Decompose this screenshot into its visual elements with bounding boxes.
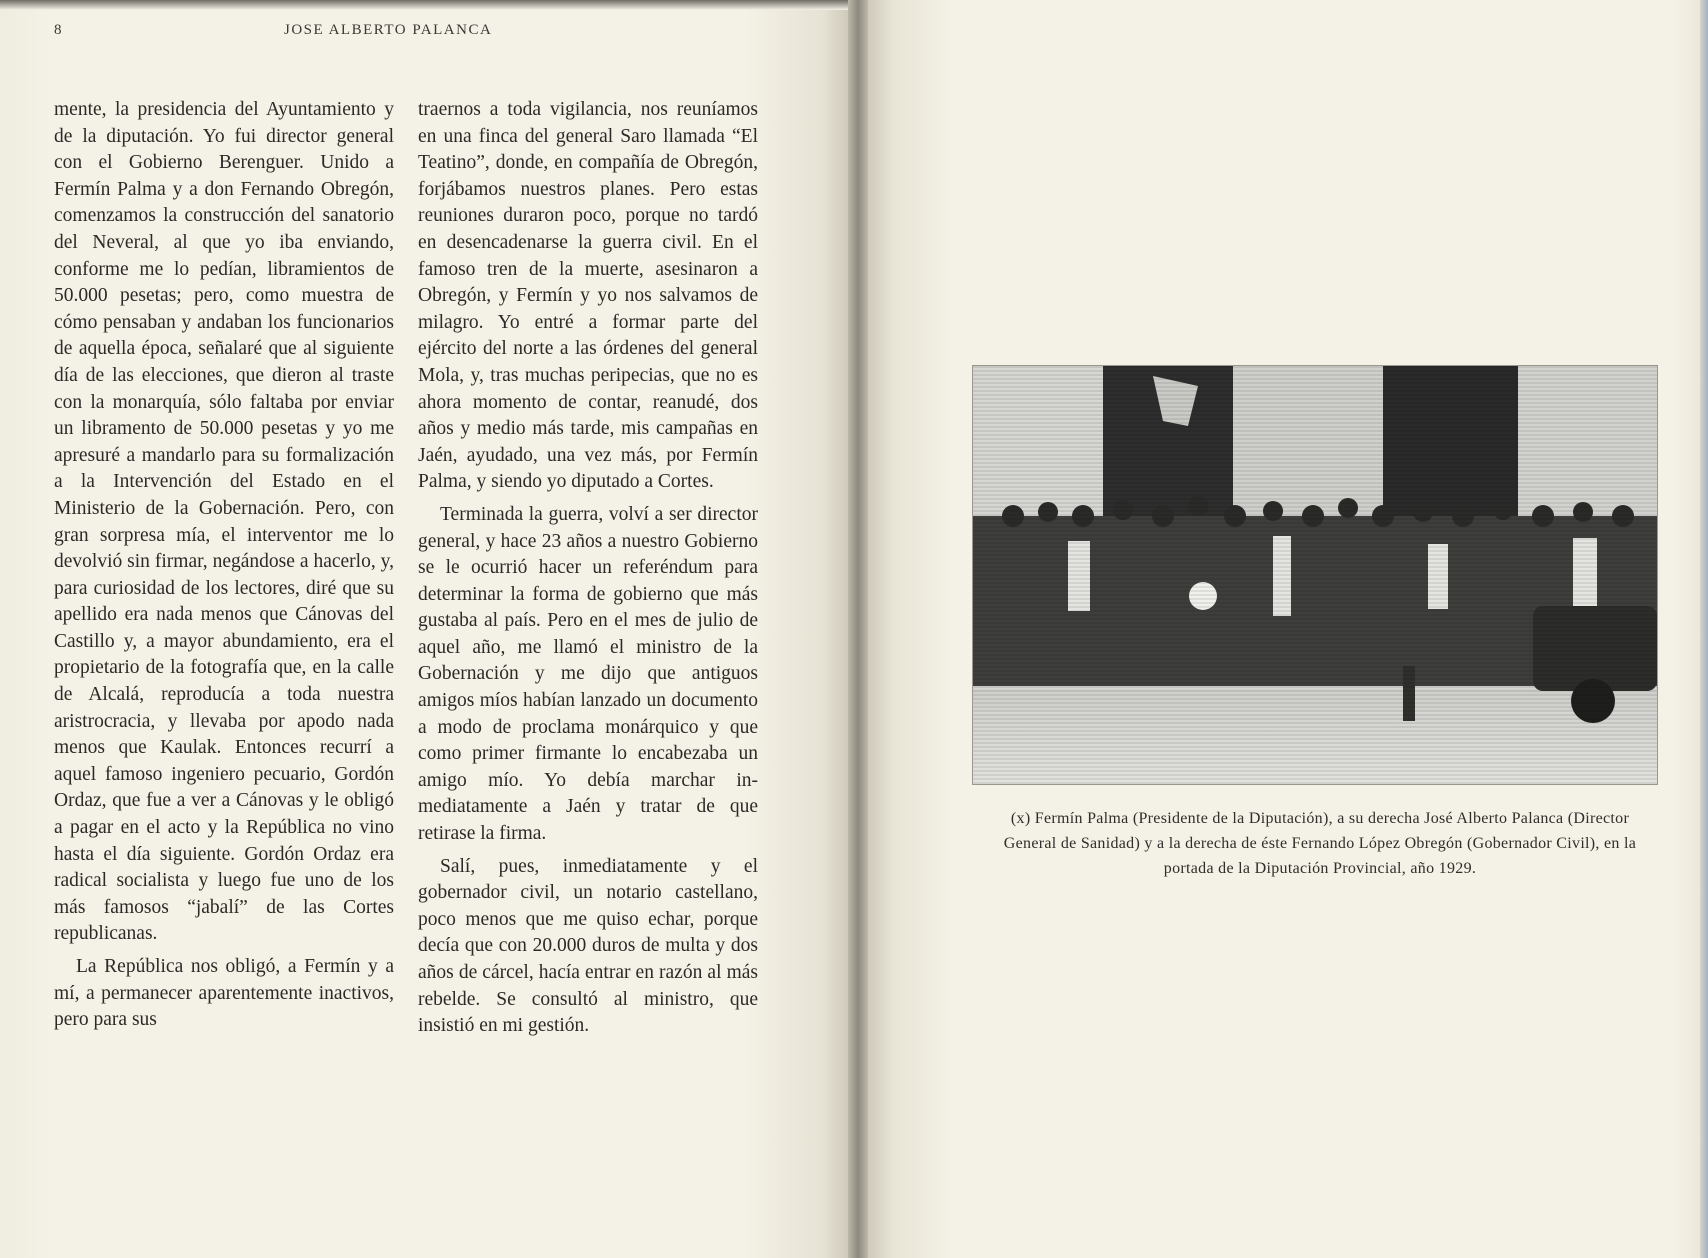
text-column-2	[418, 97, 758, 1040]
photo-caption: (x) Fermín Palma (Presidente de la Diputación), a su derecha José Alberto Palanca (Director General de Sanidad) y a la derecha de éste Fernando López Obregón (Gobernador Civil), en la portada de la Diputación Provincial, año 1929.	[1003, 810, 1637, 877]
left-page	[0, 0, 848, 1258]
text-column-1	[54, 97, 394, 1034]
running-head: JOSE ALBERTO PALANCA	[284, 22, 493, 38]
paragraph: La República nos obligó, a Fermín y a mí, a permanecer aparentemente inactivos, pero para sus	[54, 956, 394, 1031]
page-number: 8	[54, 22, 63, 38]
top-shadow	[0, 0, 860, 10]
historical-photograph	[972, 365, 1658, 785]
book-gutter	[848, 0, 868, 1258]
group-photo-illustration	[973, 366, 1657, 784]
paragraph: Salí, pues, inmediatamente y el gobernador civil, un notario castellano, poco menos que me quiso echar, porque decía que con 20.000 duros de multa y dos años de cárcel, hacía entrar en razón al más rebelde. Se consultó al ministro, que insistió en mi gestión.	[418, 855, 758, 1037]
paragraph: Terminada la guerra, volví a ser director general, y hace 23 años a nuestro Gobierno se le ocurrió hacer un referéndum para determinar la forma de gobierno que más gustaba al país. Pero en el mes de julio de aquel año, me llamó el ministro de la Gobernación y me dijo que antiguos amigos míos habían lanzado un documento a modo de proclama monárquico y que como primer firmante lo encabezaba un amigo mío. Yo debía marchar inmediatamente a Jaén y tratar de que retirase la firma.	[418, 503, 758, 845]
paragraph: mente, la presidencia del Ayuntamiento y de la diputación. Yo fui director general con el Gobierno Berenguer. Unido a Fermín Palma y a don Fernando Obregón, comenzamos la construcción del sanatorio del Neveral, al que yo iba enviando, conforme me lo pedían, libramientos de 50.000 pesetas; pero, como muestra de cómo pensaban y andaban los funcionarios de aquella época, señalaré que al siguiente día de las elecciones, que dieron al traste con la monarquía, sólo faltaba por enviar un libramento de 50.000 pesetas y yo me apresuré a mandarlo para su formalización a la Intervención del Estado en el Ministerio de la Gobernación. Pero, con gran sorpresa mía, el interventor me lo devolvió sin firmar, negándose a hacerlo, y, para curiosidad de los lectores, diré que su apellido era nada menos que Cánovas del Castillo y, a mayor abundamiento, era el propietario de la fotografía que, en la calle de Alcalá, reproducía a toda nuestra aristrocracia, y llevaba por apodo nada menos que Kaulak. Entonces recurrí a aquel famoso ingeniero pecuario, Gordón Ordaz, que fue a ver a Cánovas y le obligó a pagar en el acto y la República no vino hasta el día siguiente. Gordón Ordaz era radical socialista y luego fue uno de los más famosos “jabalí” de las Cortes republicanas.	[54, 99, 394, 945]
page-edge	[1700, 0, 1708, 1258]
paragraph: traernos a toda vigilancia, nos reuníamos en una finca del general Saro llamada “El Teatino”, donde, en compañía de Obregón, forjábamos nuestros planes. Pero estas reuniones duraron poco, porque no tardó en desencadenarse la guerra civil. En el famoso tren de la muerte, asesinaron a Obregón, y Fermín y yo nos salvamos de milagro. Yo entré a formar parte del ejército del norte a las órdenes del general Mola, y, tras muchas peripecias, que no es ahora momento de contar, reanudé, dos años y medio más tarde, mis campañas en Jaén, ayudado, una vez más, por Fermín Palma, y siendo yo diputado a Cortes.	[418, 99, 758, 493]
